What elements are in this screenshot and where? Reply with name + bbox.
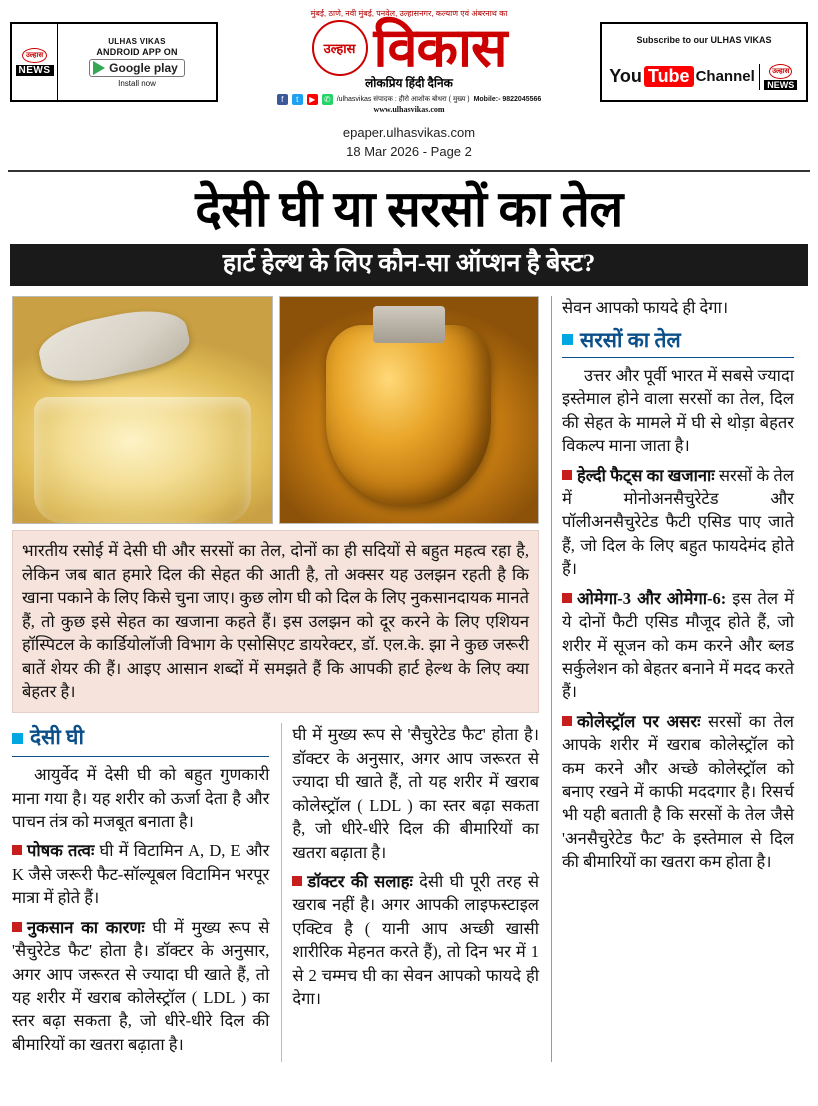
headline-area (0, 172, 818, 236)
android-promo-body (58, 24, 216, 100)
red-square-bullet-icon (562, 470, 572, 480)
masthead-website[interactable]: www.ulhasvikas.com (373, 104, 445, 114)
youtube-badge-row (602, 56, 806, 101)
masthead-footer (224, 94, 594, 105)
epaper-url[interactable]: epaper.ulhasvikas.com (342, 125, 476, 140)
masthead-strapline: मुंबई, ठाणे, नवी मुंबई, पनवेल, उल्हासनगर, कल्याण एवं अंबरनाथ का (310, 9, 508, 19)
cholesterol-text: सरसों का तेल आपके शरीर में खराब कोलेस्ट्रॉल को कम करने और अच्छे कोलेस्ट्रॉल को बनाए रखने में काफी मददगार है। रिसर्च भी यही बताती है कि सरसों के तेल जैसे 'अनसैचुरेटेड फैट' के इस्तेमाल से दिल की बीमारियों का खतरा कम होता है। (562, 711, 794, 872)
whatsapp-icon[interactable]: ✆ (322, 94, 333, 105)
mustard-oil-lead-in: सेवन आपको फायदे ही देगा। (562, 298, 729, 318)
square-bullet-icon (12, 733, 23, 744)
doctor-advice-para (292, 870, 539, 1011)
ulhas-news-logo-right (759, 64, 799, 90)
desi-ghee-para-1: आयुर्वेद में देसी घी को बहुत गुणकारी माना गया है। यह शरीर को ऊर्जा देता है और पाचन तंत्र को मजबूत बनाता है। (12, 765, 270, 832)
ulhas-news-logo-left (12, 24, 58, 100)
omega-para (562, 587, 794, 704)
youtube-you-label: You (609, 66, 642, 87)
install-now-label: Install now (118, 78, 156, 88)
doctor-advice-head: डॉक्टर की सलाहः (307, 871, 413, 891)
mustard-oil-jar-photo (279, 296, 540, 524)
section-rule (12, 756, 269, 757)
red-square-bullet-icon (562, 716, 572, 726)
youtube-channel-badge[interactable] (609, 66, 755, 87)
android-app-on-label: ANDROID APP ON (96, 46, 178, 57)
twitter-icon[interactable]: t (292, 94, 303, 105)
section-heading-mustard-oil (562, 326, 794, 354)
newspaper-title: विकास (373, 17, 507, 78)
red-square-bullet-icon (562, 593, 572, 603)
left-column (12, 296, 539, 1062)
masthead-center (218, 10, 600, 114)
article-intro: भारतीय रसोई में देसी घी और सरसों का तेल, दोनों का ही सदियों से बहुत महत्व रहा है, लेकिन जब बात हमारे दिल की सेहत की आती है, तो अक्सर यह उलझन रहती है कि खाना पकाने के लिए किसे चुना जाए। कुछ लोग घी को दिल के लिए नुकसानदायक मानते हैं, तो कुछ इसे सेहत का खजाना कहते हैं। इस उलझन को दूर करने के लिए एशियन हॉस्पिटल के कार्डियोलॉजी विभाग के एसोसिएट डायरेक्टर, डॉ. एल.के. झा ने कुछ जरूरी बातें शेयर की हैं। आइए आसान शब्दों में समझते हैं कि आपकी हार्ट हेल्थ के लिए क्या बेहतर है। (12, 530, 539, 713)
ghee-jar-photo (12, 296, 273, 524)
healthy-fats-text: सरसों के तेल में मोनोअनसैचुरेटेड और पॉलीअनसैचुरेटेड फैटी एसिड पाए जाते हैं, जो दिल के लिए बहुत फायदेमंद होते हैं। (562, 465, 794, 579)
logo-hindi-text: उल्हास (22, 48, 47, 63)
section-rule (562, 357, 794, 358)
masthead (0, 0, 818, 120)
healthy-fats-head: हेल्दी फैट्स का खजानाः (577, 465, 715, 485)
facebook-icon[interactable]: f (277, 94, 288, 105)
mustard-oil-para-1: उत्तर और पूर्वी भारत में सबसे ज्यादा इस्तेमाल होने वाला सरसों का तेल, दिल की सेहत के मामले में घी से थोड़ा बेहतर विकल्प माना जाता है। (562, 365, 794, 456)
desi-ghee-nutrients-head: पोषक तत्वः (27, 841, 95, 861)
desi-ghee-harm-para (12, 916, 269, 1057)
omega-text: इस तेल में ये दोनों फैटी एसिड मौजूद होते हैं, जो शरीर में सूजन को कम करने और ब्लड सर्कुलेशन को बेहतर बनाने में मदद करते हैं। (562, 588, 794, 702)
right-column (551, 296, 794, 1062)
section-heading-desi-ghee (12, 723, 269, 753)
epaper-info (0, 120, 818, 170)
lower-columns (12, 723, 539, 1062)
google-play-label: Google play (109, 60, 178, 75)
article-headline: देसी घी या सरसों का तेल (195, 180, 623, 237)
omega-head: ओमेगा-3 और ओमेगा-6: (577, 588, 727, 608)
masthead-editor-line: /ulhasvikas संपादक : हीरो आशोक बोधरा ( मुख्य ) (336, 95, 470, 103)
desi-ghee-harm-head: नुकसान का कारणः (27, 917, 145, 937)
cholesterol-head: कोलेस्ट्रॉल पर असरः (577, 711, 701, 731)
red-square-bullet-icon (12, 922, 22, 932)
desi-ghee-harm-continued: घी में मुख्य रूप से 'सैचुरेटेड फैट' होता है। डॉक्टर के अनुसार, अगर आप जरूरत से ज्यादा घी खाते हैं, तो यह शरीर में खराब कोलेस्ट्रॉल ( LDL ) का स्तर बढ़ा सकता है, जो धीरे-धीरे दिल की बीमारियों का खतरा बढ़ाता है। (292, 725, 539, 862)
masthead-mobile: Mobile:- 9822045566 (473, 95, 542, 103)
column-desi-ghee (12, 723, 269, 1062)
doctor-advice-text: देसी घी पूरी तरह से खराब नहीं है। अगर आपकी लाइफस्टाइल एक्टिव है ( यानी आप अच्छी खासी शारीरिक मेहनत करते हैं), तो दिन भर में 1 से 2 चम्मच घी का सेवन आपको फायदे ही देगा। (292, 871, 540, 1009)
desi-ghee-harm-text: घी में मुख्य रूप से 'सैचुरेटेड फैट' होता है। डॉक्टर के अनुसार, अगर आप जरूरत से ज्यादा घी खाते हैं, तो यह शरीर में खराब कोलेस्ट्रॉल ( LDL ) का स्तर बढ़ा सकता है, जो धीरे-धीरे दिल की बीमारियों का खतरा बढ़ाता है। (12, 917, 270, 1054)
photo-row (12, 296, 539, 524)
red-square-bullet-icon (292, 876, 302, 886)
article-body (0, 296, 818, 1062)
article-subheadline: हार्ट हेल्थ के लिए कौन-सा ऑप्शन है बेस्ट? (10, 244, 808, 287)
epaper-date-page: 18 Mar 2026 - Page 2 (346, 143, 472, 159)
square-bullet-icon (562, 334, 573, 345)
youtube-tube-label: Tube (644, 66, 694, 87)
google-play-icon (93, 61, 105, 75)
cholesterol-para (562, 710, 794, 874)
android-app-promo[interactable] (10, 22, 218, 102)
healthy-fats-para (562, 464, 794, 581)
section-title-desi-ghee: देसी घी (30, 725, 84, 750)
promo-brand-label: ULHAS VIKAS (108, 36, 166, 46)
youtube-subscribe-promo[interactable] (600, 22, 808, 102)
red-square-bullet-icon (12, 845, 22, 855)
logo-hindi-text-right: उल्हास (769, 64, 792, 79)
section-title-mustard-oil: सरसों का तेल (580, 327, 681, 352)
logo-news-text: NEWS (16, 65, 54, 76)
youtube-icon[interactable]: ▶ (307, 94, 318, 105)
newspaper-emblem-icon: उल्हास (312, 20, 368, 76)
desi-ghee-nutrients-para (12, 839, 269, 909)
masthead-tagline: लोकप्रिय हिंदी दैनिक (365, 75, 453, 90)
column-doctor-advice (281, 723, 539, 1062)
youtube-channel-label: Channel (695, 68, 755, 86)
subscribe-label: Subscribe to our ULHAS VIKAS (636, 34, 772, 45)
google-play-button[interactable] (89, 59, 185, 77)
logo-news-text-right: NEWS (764, 80, 797, 90)
desi-ghee-nutrients-text: घी में विटामिन A, D, E और K जैसे जरूरी फैट-सॉल्यूबल विटामिन भरपूर मात्रा में होते हैं। (12, 841, 270, 908)
masthead-title-row (224, 17, 594, 78)
